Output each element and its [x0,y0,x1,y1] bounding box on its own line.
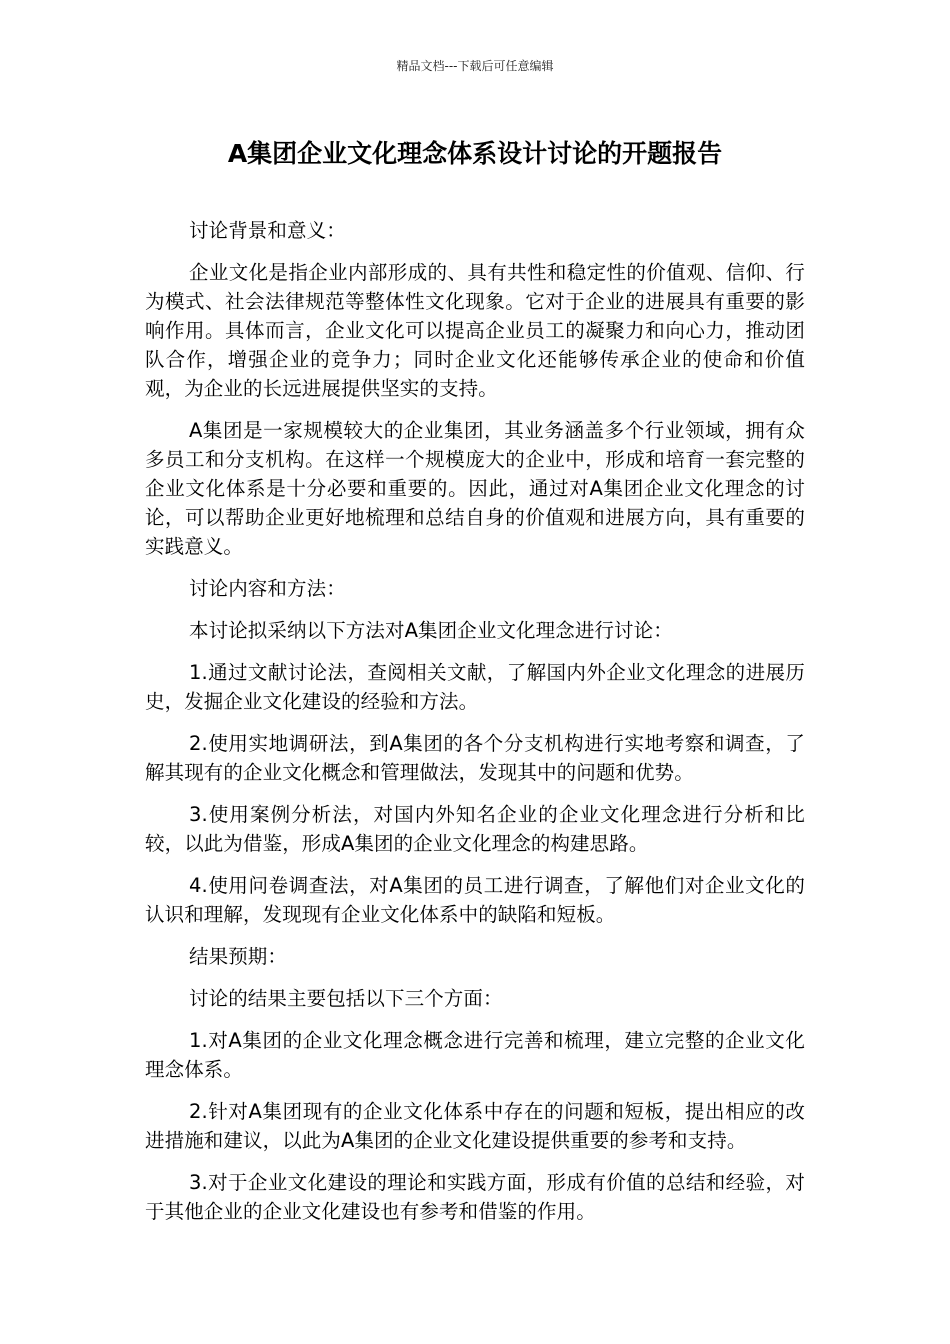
page-header: 精品文档---下载后可任意编辑 [396,59,554,73]
method-item-field-research: 2.使用实地调研法，到A集团的各个分支机构进行实地考察和调查，了解其现有的企业文化概念和管理做法，发现其中的问题和优势。 [145,732,805,784]
paragraph-culture-definition: 企业文化是指企业内部形成的、具有共性和稳定性的价值观、信仰、行为模式、社会法律规范等整体性文化现象。它对于企业的进展具有重要的影响作用。具体而言，企业文化可以提高企业员工的凝聚力和向心力，推动团队合作，增强企业的竞争力；同时企业文化还能够传承企业的使命和价值观，为企业的长远进展提供坚实的支持。 [145,261,805,400]
result-item-improvements: 2.针对A集团现有的企业文化体系中存在的问题和短板，提出相应的改进措施和建议，以此为A集团的企业文化建设提供重要的参考和支持。 [145,1100,805,1152]
method-item-questionnaire: 4.使用问卷调查法，对A集团的员工进行调查，了解他们对企业文化的认识和理解，发现现有企业文化体系中的缺陷和短板。 [145,874,805,926]
result-item-system: 1.对A集团的企业文化理念概念进行完善和梳理，建立完整的企业文化理念体系。 [145,1029,805,1081]
paragraph-results-intro: 讨论的结果主要包括以下三个方面： [189,987,503,1010]
method-item-literature: 1.通过文献讨论法，查阅相关文献，了解国内外企业文化理念的进展历史，发掘企业文化建设的经验和方法。 [145,661,805,713]
section-heading-expected-results: 结果预期： [189,945,288,968]
paragraph-methods-intro: 本讨论拟采纳以下方法对A集团企业文化理念进行讨论： [189,619,673,642]
result-item-experience: 3.对于企业文化建设的理论和实践方面，形成有价值的总结和经验，对于其他企业的企业文化建设也有参考和借鉴的作用。 [145,1171,805,1223]
method-item-case-analysis: 3.使用案例分析法，对国内外知名企业的企业文化理念进行分析和比较，以此为借鉴，形成A集团的企业文化理念的构建思路。 [145,803,805,855]
section-heading-background: 讨论背景和意义： [189,219,346,242]
document-body [145,216,805,1239]
paragraph-group-overview: A集团是一家规模较大的企业集团，其业务涵盖多个行业领域，拥有众多员工和分支机构。在这样一个规模庞大的企业中，形成和培育一套完整的企业文化体系是十分必要和重要的。因此，通过对A集团企业文化理念的讨论，可以帮助企业更好地梳理和总结自身的价值观和进展方向，具有重要的实践意义。 [145,419,805,558]
section-heading-methods: 讨论内容和方法： [189,577,346,600]
document-title: A集团企业文化理念体系设计讨论的开题报告 [227,139,723,168]
